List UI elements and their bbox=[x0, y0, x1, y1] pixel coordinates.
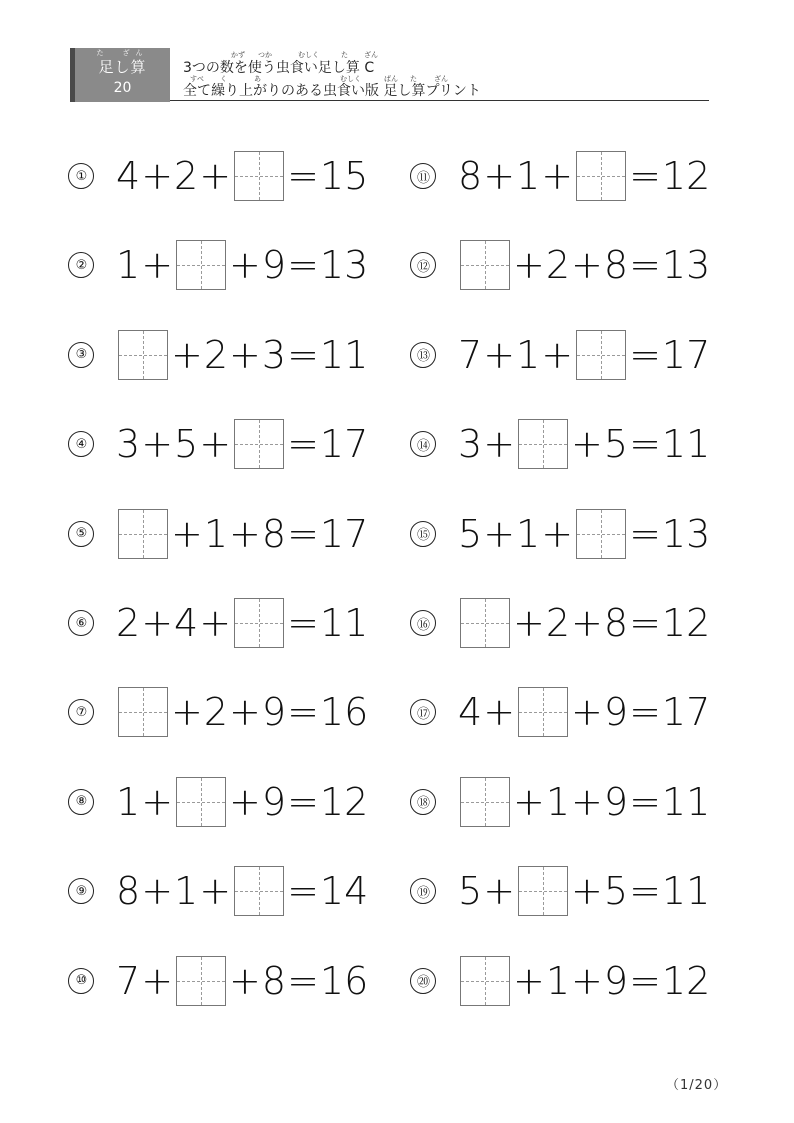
plus-sign: + bbox=[141, 779, 174, 824]
badge-sheet-number: 20 bbox=[113, 80, 132, 96]
equals-sign: = bbox=[287, 332, 319, 377]
problem-number: ⑬ bbox=[410, 342, 436, 368]
equals-sign: = bbox=[287, 601, 319, 645]
problem-item bbox=[410, 776, 710, 828]
number-token: 9 bbox=[261, 243, 287, 288]
problem-number: ① bbox=[68, 163, 94, 189]
plus-sign: + bbox=[229, 690, 261, 735]
number-token: 3 bbox=[116, 422, 141, 467]
plus-sign: + bbox=[513, 958, 545, 1003]
problem-number: ⑪ bbox=[410, 163, 436, 189]
plus-sign: + bbox=[571, 869, 603, 914]
equals-sign: = bbox=[287, 511, 319, 556]
plus-sign: + bbox=[229, 958, 261, 1003]
problem-number: ④ bbox=[68, 431, 94, 457]
number-token: 5 bbox=[458, 511, 483, 556]
equals-sign: = bbox=[287, 690, 319, 735]
header-rule bbox=[170, 100, 709, 101]
ruby-ta-2: た bbox=[410, 75, 417, 83]
problem-item bbox=[410, 865, 710, 917]
plus-sign: + bbox=[229, 243, 261, 288]
problem-item bbox=[68, 686, 368, 738]
number-token: 7 bbox=[458, 332, 483, 377]
number-token: 9 bbox=[261, 690, 287, 735]
problem-number: ⑩ bbox=[68, 968, 94, 994]
plus-sign: + bbox=[571, 958, 603, 1003]
number-token: 5 bbox=[603, 422, 629, 467]
equals-sign: = bbox=[629, 958, 661, 1003]
answer-box[interactable] bbox=[118, 687, 168, 737]
problem-expression bbox=[116, 150, 368, 202]
plus-sign: + bbox=[199, 154, 232, 198]
problem-expression bbox=[458, 686, 710, 738]
number-token: 11 bbox=[319, 332, 369, 377]
number-token: 9 bbox=[603, 779, 629, 824]
problem-expression bbox=[458, 418, 710, 470]
problem-expression bbox=[458, 776, 710, 828]
problem-item bbox=[68, 508, 368, 560]
answer-box[interactable] bbox=[460, 598, 510, 648]
answer-box[interactable] bbox=[576, 330, 626, 380]
number-token: 12 bbox=[661, 601, 711, 645]
plus-sign: + bbox=[483, 511, 516, 556]
number-token: 8 bbox=[261, 958, 287, 1003]
ruby-zan: ざん bbox=[364, 51, 378, 59]
plus-sign: + bbox=[541, 154, 574, 198]
problem-number: ⑰ bbox=[410, 699, 436, 725]
plus-sign: + bbox=[483, 690, 516, 735]
number-token: 12 bbox=[661, 154, 711, 198]
number-token: 1 bbox=[516, 511, 541, 556]
problem-expression bbox=[458, 329, 710, 381]
problem-expression bbox=[458, 597, 710, 649]
problem-expression bbox=[458, 508, 710, 560]
number-token: 2 bbox=[545, 601, 571, 645]
ruby-mushiku-2: むしく bbox=[340, 75, 361, 83]
plus-sign: + bbox=[483, 154, 516, 198]
problem-expression bbox=[116, 955, 368, 1007]
answer-box[interactable] bbox=[460, 240, 510, 290]
problem-number: ⑯ bbox=[410, 610, 436, 636]
number-token: 12 bbox=[319, 779, 369, 824]
problem-expression bbox=[116, 597, 368, 649]
answer-box[interactable] bbox=[234, 419, 284, 469]
problem-expression bbox=[116, 239, 368, 291]
problem-item bbox=[410, 597, 710, 649]
number-token: 1 bbox=[174, 869, 199, 914]
problem-number: ② bbox=[68, 252, 94, 278]
number-token: 9 bbox=[603, 958, 629, 1003]
plus-sign: + bbox=[171, 332, 203, 377]
problem-expression bbox=[116, 418, 368, 470]
problem-expression bbox=[458, 150, 710, 202]
number-token: 9 bbox=[603, 690, 629, 735]
plus-sign: + bbox=[141, 601, 174, 645]
number-token: 14 bbox=[319, 869, 369, 914]
ruby-mushiku: むしく bbox=[298, 51, 319, 59]
problem-item bbox=[410, 955, 710, 1007]
plus-sign: + bbox=[571, 601, 603, 645]
plus-sign: + bbox=[571, 690, 603, 735]
answer-box[interactable] bbox=[460, 956, 510, 1006]
number-token: 7 bbox=[116, 958, 141, 1003]
plus-sign: + bbox=[141, 958, 174, 1003]
plus-sign: + bbox=[483, 422, 516, 467]
number-token: 8 bbox=[603, 243, 629, 288]
number-token: 12 bbox=[661, 958, 711, 1003]
problem-expression bbox=[116, 865, 368, 917]
problem-expression bbox=[116, 776, 368, 828]
number-token: 3 bbox=[458, 422, 483, 467]
number-token: 2 bbox=[116, 601, 141, 645]
problem-item bbox=[410, 150, 710, 202]
equals-sign: = bbox=[629, 243, 661, 288]
number-token: 11 bbox=[319, 601, 369, 645]
problem-number: ⑨ bbox=[68, 878, 94, 904]
problem-number: ⑫ bbox=[410, 252, 436, 278]
number-token: 5 bbox=[174, 422, 199, 467]
number-token: 2 bbox=[174, 154, 199, 198]
answer-box[interactable] bbox=[518, 419, 568, 469]
number-token: 1 bbox=[516, 154, 541, 198]
number-token: 1 bbox=[203, 511, 229, 556]
plus-sign: + bbox=[199, 422, 232, 467]
ruby-tsuka: つか bbox=[258, 51, 272, 59]
plus-sign: + bbox=[483, 869, 516, 914]
worksheet-subtitle: 全て繰り上がりのある虫食い版 足し算プリント bbox=[183, 83, 481, 99]
answer-box[interactable] bbox=[118, 509, 168, 559]
problem-number: ⑧ bbox=[68, 789, 94, 815]
plus-sign: + bbox=[229, 511, 261, 556]
equals-sign: = bbox=[629, 601, 661, 645]
plus-sign: + bbox=[483, 332, 516, 377]
number-token: 13 bbox=[661, 243, 711, 288]
problem-expression bbox=[116, 508, 368, 560]
problem-item bbox=[68, 865, 368, 917]
equals-sign: = bbox=[629, 690, 661, 735]
plus-sign: + bbox=[141, 869, 174, 914]
number-token: 8 bbox=[603, 601, 629, 645]
equals-sign: = bbox=[629, 154, 661, 198]
ruby-sube: すべ bbox=[190, 75, 204, 83]
problem-item bbox=[68, 597, 368, 649]
problem-number: ③ bbox=[68, 342, 94, 368]
plus-sign: + bbox=[541, 511, 574, 556]
problem-expression bbox=[116, 329, 368, 381]
plus-sign: + bbox=[171, 690, 203, 735]
problem-expression bbox=[458, 865, 710, 917]
problem-item bbox=[410, 239, 710, 291]
number-token: 17 bbox=[661, 332, 711, 377]
answer-box[interactable] bbox=[518, 866, 568, 916]
number-token: 9 bbox=[261, 779, 287, 824]
number-token: 4 bbox=[458, 690, 483, 735]
plus-sign: + bbox=[199, 601, 232, 645]
number-token: 5 bbox=[458, 869, 483, 914]
number-token: 8 bbox=[116, 869, 141, 914]
problem-number: ⑤ bbox=[68, 521, 94, 547]
plus-sign: + bbox=[513, 601, 545, 645]
equals-sign: = bbox=[629, 332, 661, 377]
number-token: 16 bbox=[319, 690, 369, 735]
problem-number: ⑭ bbox=[410, 431, 436, 457]
answer-box[interactable] bbox=[234, 598, 284, 648]
answer-box[interactable] bbox=[234, 866, 284, 916]
plus-sign: + bbox=[141, 243, 174, 288]
worksheet-badge bbox=[70, 48, 170, 102]
problem-item bbox=[410, 329, 710, 381]
plus-sign: + bbox=[571, 243, 603, 288]
worksheet-title: 3つの数を使う虫食い足し算 C bbox=[183, 60, 375, 76]
equals-sign: = bbox=[629, 511, 661, 556]
answer-box[interactable] bbox=[460, 777, 510, 827]
equals-sign: = bbox=[287, 154, 319, 198]
number-token: 17 bbox=[319, 422, 369, 467]
equals-sign: = bbox=[287, 243, 319, 288]
problem-item bbox=[68, 150, 368, 202]
problem-item bbox=[68, 418, 368, 470]
plus-sign: + bbox=[541, 332, 574, 377]
equals-sign: = bbox=[629, 422, 661, 467]
badge-category: 足し算 bbox=[98, 58, 147, 76]
number-token: 11 bbox=[661, 422, 711, 467]
plus-sign: + bbox=[229, 779, 261, 824]
badge-ruby: た ざん bbox=[96, 49, 149, 57]
ruby-a: あ bbox=[254, 75, 261, 83]
answer-box[interactable] bbox=[576, 509, 626, 559]
number-token: 4 bbox=[174, 601, 199, 645]
number-token: 8 bbox=[458, 154, 483, 198]
number-token: 17 bbox=[319, 511, 369, 556]
problem-item bbox=[410, 508, 710, 560]
number-token: 17 bbox=[661, 690, 711, 735]
number-token: 11 bbox=[661, 779, 711, 824]
plus-sign: + bbox=[513, 779, 545, 824]
answer-box[interactable] bbox=[176, 956, 226, 1006]
plus-sign: + bbox=[513, 243, 545, 288]
ruby-ku: く bbox=[220, 75, 227, 83]
ruby-ta: た bbox=[341, 51, 348, 59]
problem-expression bbox=[458, 955, 710, 1007]
plus-sign: + bbox=[571, 422, 603, 467]
answer-box[interactable] bbox=[118, 330, 168, 380]
problem-item bbox=[410, 686, 710, 738]
equals-sign: = bbox=[287, 958, 319, 1003]
problem-number: ⑲ bbox=[410, 878, 436, 904]
problem-number: ⑥ bbox=[68, 610, 94, 636]
ruby-zan-2: ざん bbox=[434, 75, 448, 83]
problem-item bbox=[68, 239, 368, 291]
number-token: 1 bbox=[516, 332, 541, 377]
number-token: 5 bbox=[603, 869, 629, 914]
number-token: 13 bbox=[319, 243, 369, 288]
equals-sign: = bbox=[629, 869, 661, 914]
number-token: 1 bbox=[116, 779, 141, 824]
number-token: 2 bbox=[203, 332, 229, 377]
ruby-kazu: かず bbox=[231, 51, 245, 59]
number-token: 4 bbox=[116, 154, 141, 198]
number-token: 8 bbox=[261, 511, 287, 556]
number-token: 2 bbox=[203, 690, 229, 735]
equals-sign: = bbox=[287, 779, 319, 824]
problem-expression bbox=[116, 686, 368, 738]
number-token: 1 bbox=[545, 958, 571, 1003]
problem-item bbox=[68, 955, 368, 1007]
problem-number: ⑦ bbox=[68, 699, 94, 725]
number-token: 1 bbox=[116, 243, 141, 288]
number-token: 15 bbox=[319, 154, 369, 198]
answer-box[interactable] bbox=[176, 240, 226, 290]
number-token: 3 bbox=[261, 332, 287, 377]
answer-box[interactable] bbox=[234, 151, 284, 201]
number-token: 16 bbox=[319, 958, 369, 1003]
problem-number: ⑱ bbox=[410, 789, 436, 815]
page-indicator: （1/20） bbox=[666, 1078, 728, 1093]
number-token: 2 bbox=[545, 243, 571, 288]
problem-item bbox=[68, 329, 368, 381]
number-token: 11 bbox=[661, 869, 711, 914]
problem-item bbox=[68, 776, 368, 828]
plus-sign: + bbox=[571, 779, 603, 824]
problem-number: ⑮ bbox=[410, 521, 436, 547]
answer-box[interactable] bbox=[518, 687, 568, 737]
number-token: 13 bbox=[661, 511, 711, 556]
plus-sign: + bbox=[141, 422, 174, 467]
answer-box[interactable] bbox=[176, 777, 226, 827]
problem-item bbox=[410, 418, 710, 470]
answer-box[interactable] bbox=[576, 151, 626, 201]
number-token: 1 bbox=[545, 779, 571, 824]
equals-sign: = bbox=[287, 422, 319, 467]
problem-expression bbox=[458, 239, 710, 291]
plus-sign: + bbox=[199, 869, 232, 914]
equals-sign: = bbox=[287, 869, 319, 914]
problem-number: ⑳ bbox=[410, 968, 436, 994]
plus-sign: + bbox=[141, 154, 174, 198]
plus-sign: + bbox=[229, 332, 261, 377]
equals-sign: = bbox=[629, 779, 661, 824]
plus-sign: + bbox=[171, 511, 203, 556]
ruby-ban: ばん bbox=[384, 75, 398, 83]
